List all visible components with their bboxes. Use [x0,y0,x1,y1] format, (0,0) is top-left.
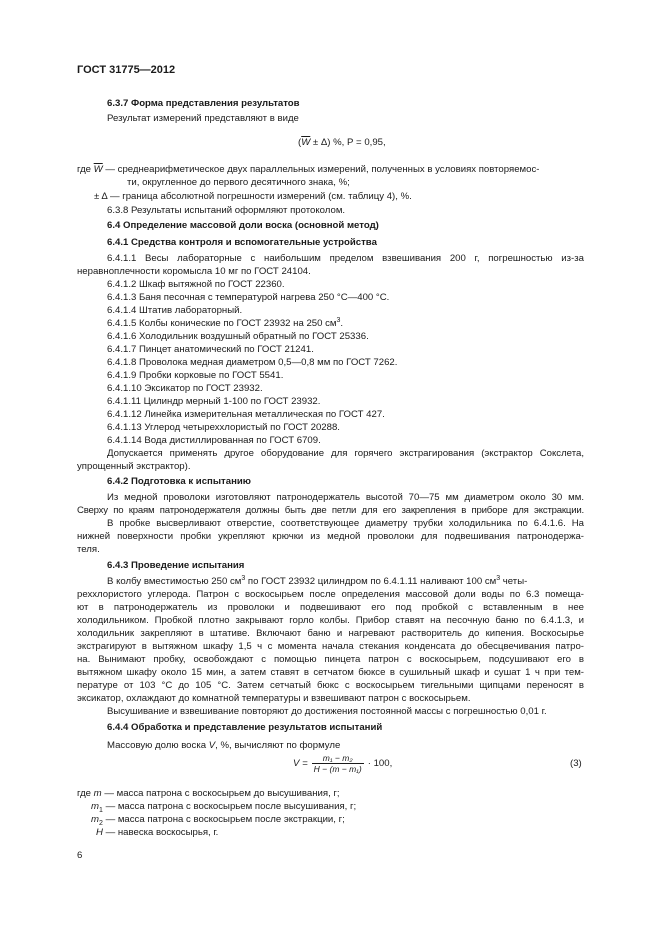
item-6-4-1-8: 6.4.1.8 Проволока медная диаметром 0,5—0,8 мм по ГОСТ 7262. [107,357,398,368]
section-6-4-2-title: 6.4.2 Подготовка к испытанию [107,476,251,487]
where-w-line [77,164,539,176]
p-6-4-2-4: нижней поверхности пробки укрепляют крючки из медной проволоки для подвешивания патронодержа- [77,531,584,542]
section-6-4-title: 6.4 Определение массовой доли воска (основной метод) [107,220,379,231]
item-6-4-1-3: 6.4.1.3 Баня песочная с температурой нагрева 250 °С—400 °С. [107,292,390,303]
var-m2: m [91,814,99,825]
p-6-4-4-b: , %, вычисляют по формуле [215,740,341,751]
p-6-4-3-11: Высушивание и взвешивание повторяют до достижения постоянной массы с погрешностью 0,01 г. [107,706,547,717]
superscript: 3 [496,574,501,582]
item-6-4-1-7: 6.4.1.7 Пинцет анатомический по ГОСТ 21241. [107,344,314,355]
where-m2-text: — масса патрона с воскосырьем после экстракции, г; [102,814,345,825]
where-m1-text: — масса патрона с воскосырьем после высушивания, г; [102,801,357,812]
p-6-4-3-9: пературе от 103 °С до 105 °С. Затем сетчатый бюкс с воскосырьем тигельными щипцами переносят в [77,680,584,691]
var-v: V [208,740,216,751]
item-6-4-1-11: 6.4.1.11 Цилиндр мерный 1-100 по ГОСТ 23932. [107,396,321,407]
formula-result-rest: ± Δ) %, Р = 0,95, [310,137,386,148]
formula-result: $(\overline{W} \pm \Delta)$ %, Р = 0,95, [298,137,386,148]
item-6-4-1-4: 6.4.1.4 Штатив лабораторный. [107,305,243,316]
where-m2 [91,814,345,826]
section-6-3-8: 6.3.8 Результаты испытаний оформляют протоколом. [107,205,346,216]
superscript: 3 [336,316,341,324]
item-6-4-1-1-b: неравноплечности коромысла 10 мг по ГОСТ 24104. [77,266,311,277]
formula-3-fraction [312,753,364,774]
section-6-4-1-title: 6.4.1 Средства контроля и вспомогательные устройства [107,237,377,248]
item-6-4-1-10: 6.4.1.10 Эксикатор по ГОСТ 23932. [107,383,263,394]
where-h-text: — навеска воскосырья, г. [102,827,219,838]
formula-3 [293,753,392,774]
item-6-4-1-5 [107,318,343,330]
p-6-4-3-6: экстрагируют в вытяжном шкафу 1,5 ч с момента начала стекания конденсата до обесцвечивания патро- [77,641,584,652]
where-w-text: — среднеарифметическое двух параллельных измерений, полученных в условиях повторяемос- [102,164,540,175]
item-6-4-1-5-end: . [340,318,344,329]
where-w-line-2: ти, округленное до первого десятичного знака, %; [127,177,350,188]
section-6-4-3-title: 6.4.3 Проведение испытания [107,560,245,571]
p-6-4-3-2: реххлористого углерода. Патрон с воскосырьем после определения массовой доли воды по 6.3 помеща- [77,589,584,600]
p-6-4-3-1-b: по ГОСТ 23932 цилиндром по 6.4.1.11 наливают 100 см [245,576,497,587]
where-label: где [77,788,94,799]
p-6-4-2-1: Из медной проволоки изготовляют патронодержатель высотой 70—75 мм диаметром около 30 мм. [107,492,584,503]
item-6-4-1-14: 6.4.1.14 Вода дистиллированная по ГОСТ 6709. [107,435,321,446]
formula-w-bar: $\overline{W}$ [301,137,311,148]
section-6-3-7-title: 6.3.7 Форма представления результатов [107,98,300,109]
p-6-4-4-a: Массовую долю воска [107,740,209,751]
formula-3-number: (3) [570,758,582,769]
subscript: 1 [99,806,103,814]
formula-3-lhs: V = [293,757,308,769]
formula-3-denominator: H − (m − m₁) [313,764,362,774]
section-6-3-7-text: Результат измерений представляют в виде [107,113,299,124]
formula-3-numerator: m₁ − m₂ [312,753,364,764]
p-6-4-3-7: на. Вынимают пробку, освобождают с помощью пинцета патрон с воскосырьем, подсушивают его в [77,654,584,665]
var-m: m [93,788,102,799]
where-h [96,827,218,839]
item-6-4-1-2: 6.4.1.2 Шкаф вытяжной по ГОСТ 22360. [107,279,285,290]
section-6-4-4-title: 6.4.4 Обработка и представление результатов испытаний [107,722,383,733]
subscript: 2 [99,819,103,827]
item-6-4-1-12: 6.4.1.12 Линейка измерительная металлическая по ГОСТ 427. [107,409,385,420]
var-h: H [96,827,103,838]
document-header: ГОСТ 31775—2012 [77,64,176,76]
where-m [77,788,340,800]
p-6-4-2-5: теля. [77,544,100,555]
p-6-4-3-10: эксикатор, охлаждают до комнатной температуры и взвешивают патрон с воскосырьем. [77,693,471,704]
p-6-4-2-3: В пробке высверливают отверстие, соответствующее диаметру трубки холодильника по 6.4.1.6. На [107,518,584,529]
superscript: 3 [241,574,246,582]
item-6-4-1-13: 6.4.1.13 Углерод четыреххлористый по ГОСТ 20288. [107,422,340,433]
allowance-text-a: Допускается применять другое оборудование для горячего экстрагирования (экстрактор Сокслета, [107,448,584,459]
delta-line: ± Δ — граница абсолютной погрешности измерений (см. таблицу 4), %. [94,191,412,202]
w-bar-symbol: $\overline{W}$ [93,164,103,175]
formula-3-rhs: · 100, [367,757,393,769]
p-6-4-3-8: вытяжном шкафу около 15 мин, а затем ставят в сетчатом бюксе в сушильный шкаф и сушат 1 ч при тем- [77,667,584,678]
p-6-4-3-4: холодильником. Пробкой плотно закрывают горло колбы. Прибор ставят на песочную баню по 6.4.1.3, и [77,615,584,626]
p-6-4-3-5: холодильник закрепляют в штативе. Включают баню и нагревают растворитель до кипения. Воскосырье [77,628,584,639]
where-label: где [77,164,94,175]
page-number: 6 [77,850,83,861]
p-6-4-3-1-c: четы- [500,576,528,587]
item-6-4-1-1-a: 6.4.1.1 Весы лабораторные с наибольшим пределом взвешивания 200 г, погрешностью из-за [107,253,584,264]
p-6-4-2-2: Сверху по краям патронодержателя должны быть две петли для его закрепления в приборе для экстракции. [77,505,584,516]
where-m-text: — масса патрона с воскосырьем до высушивания, г; [101,788,340,799]
item-6-4-1-5-text: 6.4.1.5 Колбы конические по ГОСТ 23932 на 250 см [107,318,337,329]
allowance-text-b: упрощенный экстрактор). [77,461,191,472]
var-m1: m [91,801,99,812]
p-6-4-4-text [107,740,340,752]
item-6-4-1-6: 6.4.1.6 Холодильник воздушный обратный по ГОСТ 25336. [107,331,369,342]
where-m1 [91,801,356,813]
p-6-4-3-1 [107,576,584,588]
p-6-4-3-1-a: В колбу вместимостью 250 см [107,576,242,587]
p-6-4-3-3: ют в патронодержатель из проволоки и подвешивают его под пробкой с вставленным в нее [77,602,584,613]
item-6-4-1-9: 6.4.1.9 Пробки корковые по ГОСТ 5541. [107,370,284,381]
